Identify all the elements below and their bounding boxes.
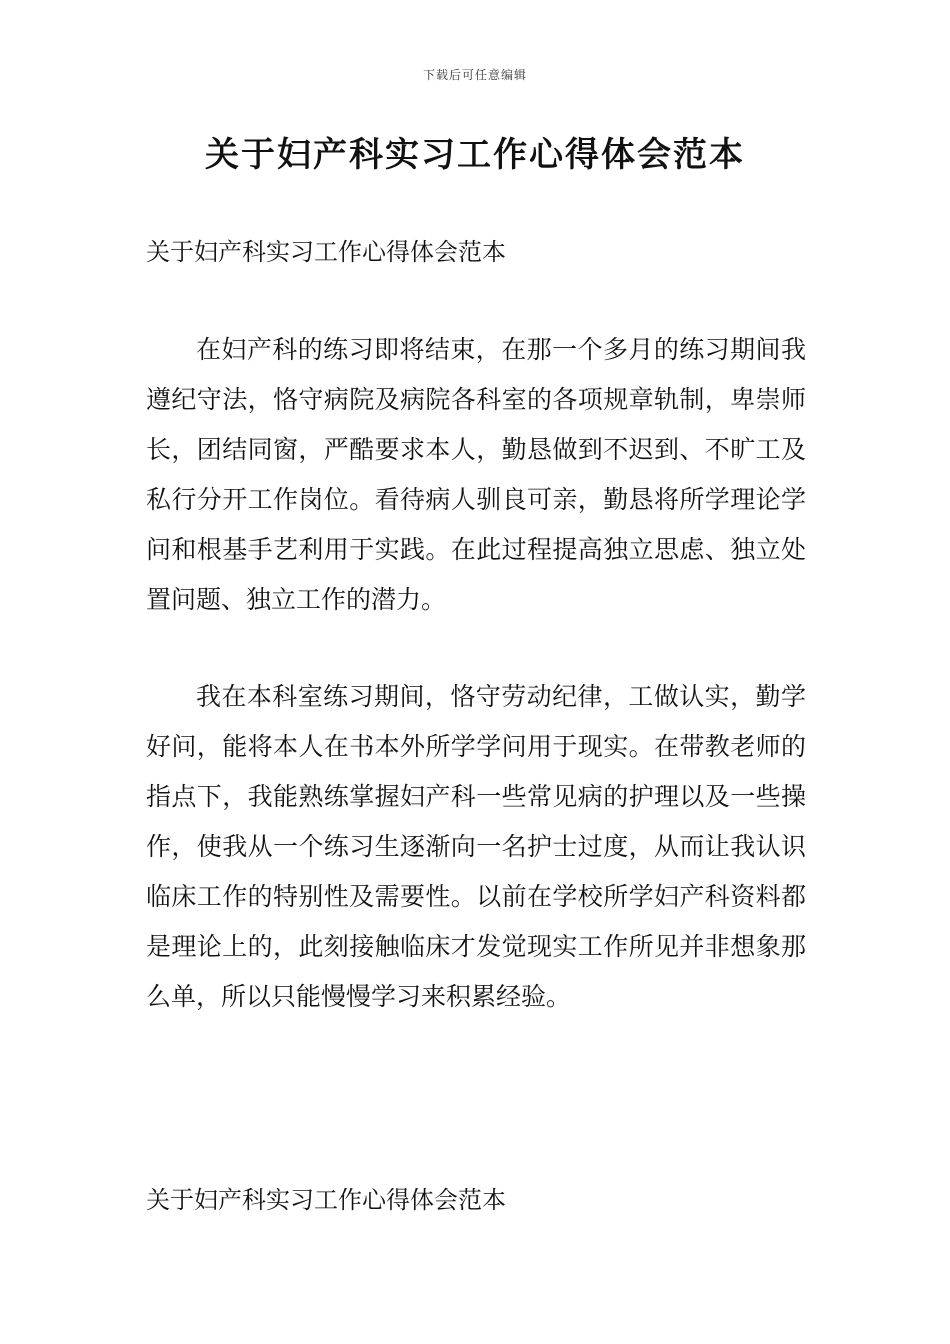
section-heading-2: 关于妇产科实习工作心得体会范本: [146, 1186, 506, 1214]
paragraph-2: 我在本科室练习期间，恪守劳动纪律，工做认实，勤学好问，能将本人在书本外所学学问用于现实。在带教老师的指点下，我能熟练掌握妇产科一些常见病的护理以及一些操作，使我从一个练习生逐渐向一名护士过度，从而让我认识临床工作的特别性及需要性。以前在学校所学妇产科资料都是理论上的，此刻接触临床才发觉现实工作所见并非想象那么单，所以只能慢慢学习来积累经验。: [146, 682, 806, 1011]
section-heading-1: 关于妇产科实习工作心得体会范本: [146, 238, 506, 266]
document-title: 关于妇产科实习工作心得体会范本: [205, 135, 745, 175]
paragraph-1: 在妇产科的练习即将结束，在那一个多月的练习期间我遵纪守法，恪守病院及病院各科室的各项规章轨制，卑崇师长，团结同窗，严酷要求本人，勤恳做到不迟到、不旷工及私行分开工作岗位。看待病人驯良可亲，勤恳将所学理论学问和根基手艺利用于实践。在此过程提高独立思虑、独立处置问题、独立工作的潜力。: [146, 335, 806, 614]
header-note: 下载后可任意编辑: [422, 68, 527, 82]
